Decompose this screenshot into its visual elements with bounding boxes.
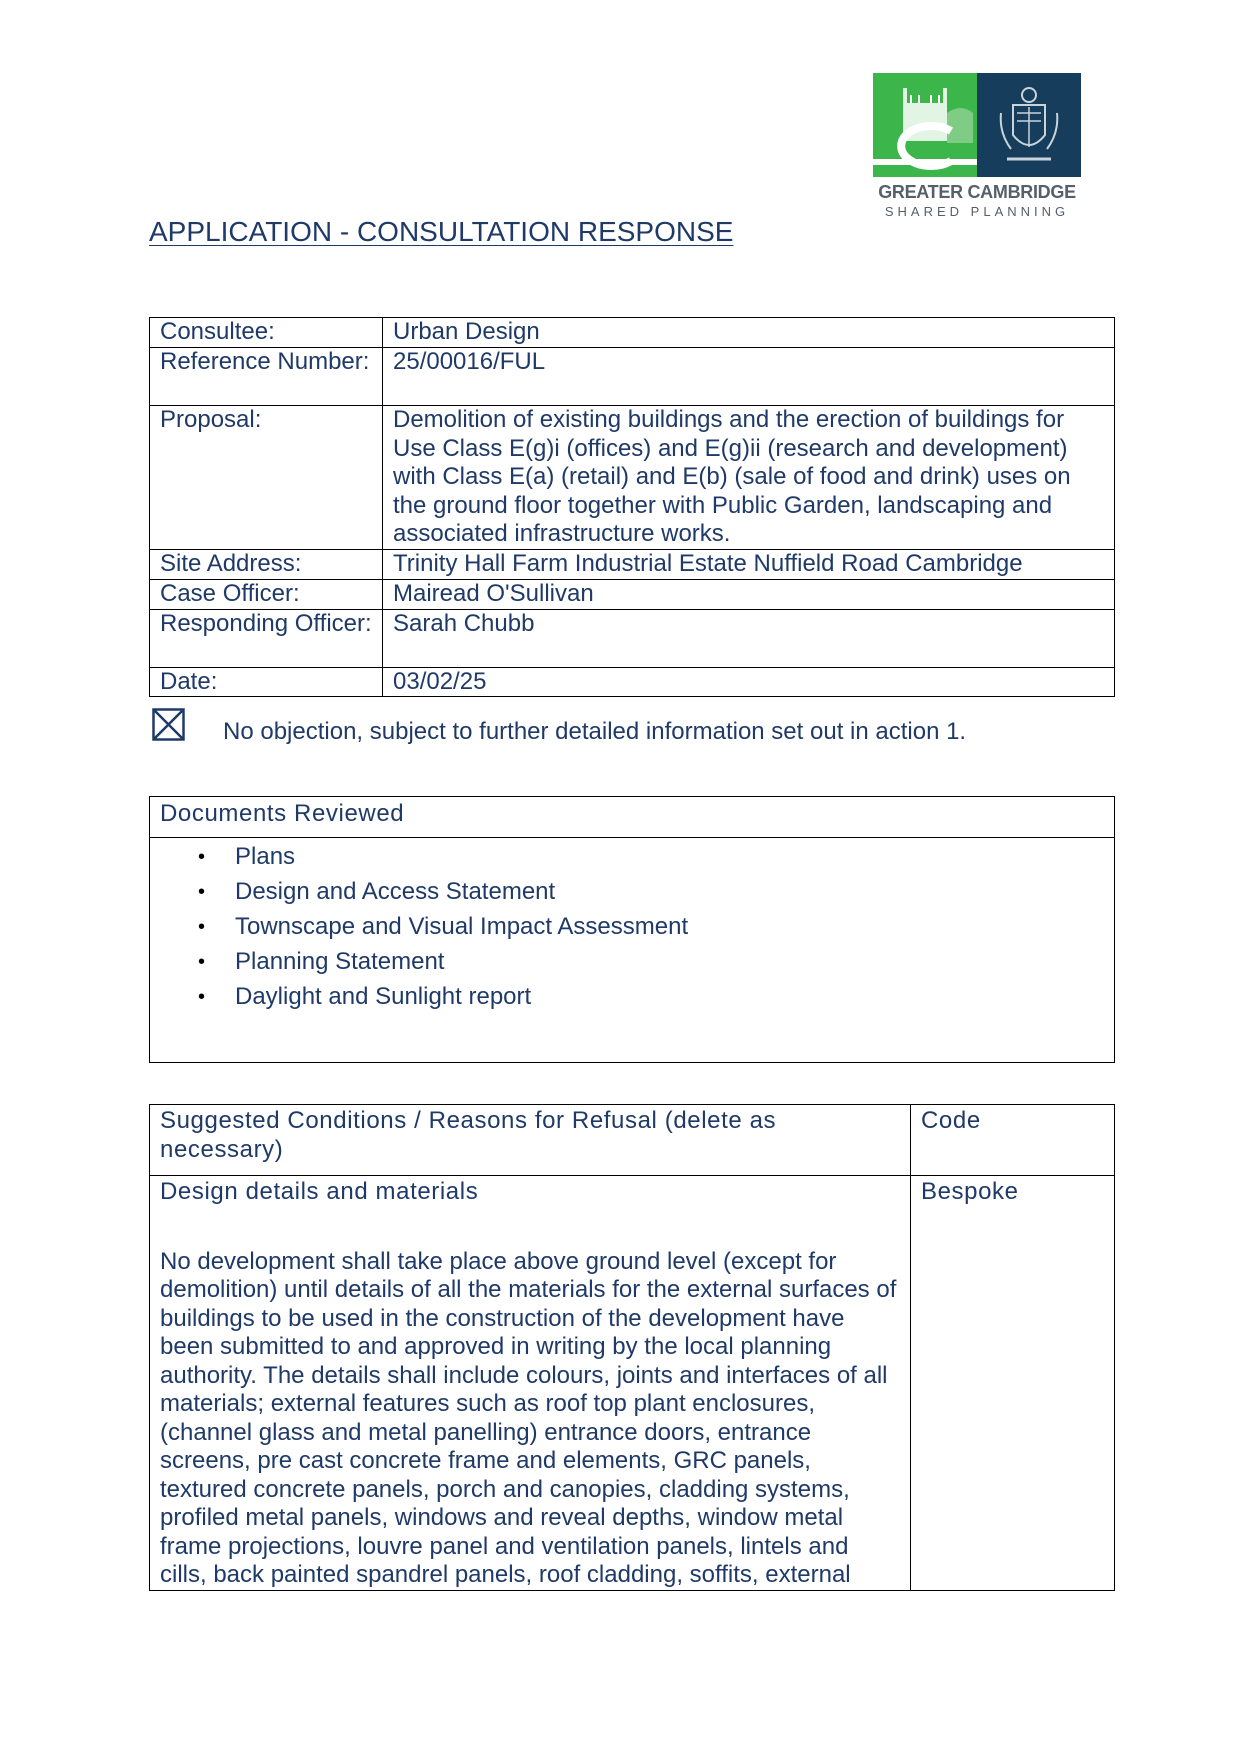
coat-of-arms-icon — [977, 73, 1081, 177]
reference-label: Reference Number: — [150, 348, 383, 406]
responding-officer-label: Responding Officer: — [150, 609, 383, 667]
consultee-label: Consultee: — [150, 318, 383, 348]
documents-list — [160, 840, 1104, 1015]
date-value: 03/02/25 — [383, 667, 1115, 697]
proposal-label: Proposal: — [150, 406, 383, 550]
date-label: Date: — [150, 667, 383, 697]
responding-officer-value: Sarah Chubb — [383, 609, 1115, 667]
checked-box-icon[interactable] — [152, 708, 185, 741]
conditions-header — [150, 1105, 911, 1176]
documents-heading: Documents Reviewed — [150, 797, 1115, 838]
condition-title: Design details and materials — [160, 1178, 479, 1205]
info-row-reference — [150, 348, 1115, 406]
document-item: • Daylight and Sunlight report — [160, 980, 1104, 1015]
info-row-consultee — [150, 318, 1115, 348]
logo-text-main: GREATER CAMBRIDGE — [878, 182, 1076, 202]
document-item: • Design and Access Statement — [160, 875, 1104, 910]
logo-navy-panel — [977, 73, 1081, 177]
condition-text: No development shall take place above ground level (except for demolition) until details of all the materials for the external surfaces of buildings to be used in the construction of the development have been submitted to and approved in writing by the local planning authority. The details shall include colours, joints and interfaces of all materials; external features such as roof top plant enclosures, (channel glass and metal panelling) entrance doors, entrance screens, pre cast concrete frame and elements, GRC panels, textured concrete panels, porch and canopies, cladding systems, profiled metal panels, windows and reveal depths, window metal frame projections, louvre panel and ventilation panels, lintels and cills, back painted spandrel panels, roof cladding, soffits, external — [160, 1247, 897, 1588]
logo-green-panel — [873, 73, 977, 177]
application-info-table — [149, 317, 1115, 697]
info-row-site-address — [150, 549, 1115, 579]
conditions-table — [149, 1104, 1115, 1591]
condition-code: Bespoke — [921, 1178, 1019, 1205]
documents-list-cell — [150, 838, 1115, 1063]
consultee-value: Urban Design — [383, 318, 1115, 348]
kings-college-chapel-icon — [873, 73, 977, 177]
document-item: • Plans — [160, 840, 1104, 875]
objection-text: No objection, subject to further detailed information set out in action 1. — [223, 718, 967, 745]
condition-cell — [150, 1176, 911, 1591]
info-row-proposal — [150, 406, 1115, 550]
info-row-responding-officer — [150, 609, 1115, 667]
documents-reviewed-table — [149, 796, 1115, 1063]
document-item: • Townscape and Visual Impact Assessment — [160, 910, 1104, 945]
site-address-label: Site Address: — [150, 549, 383, 579]
case-officer-value: Mairead O'Sullivan — [383, 579, 1115, 609]
logo-text-sub: SHARED PLANNING — [884, 204, 1070, 219]
conditions-header-text: Suggested Conditions / Reasons for Refusal (delete as necessary) — [160, 1107, 777, 1163]
reference-value: 25/00016/FUL — [383, 348, 1115, 406]
proposal-value: Demolition of existing buildings and the erection of buildings for Use Class E(g)i (offices) and E(g)ii (research and development) with Class E(a) (retail) and E(b) (sale of food and drink) uses on the ground floor together with Public Garden, landscaping and associated infrastructure works. — [383, 406, 1115, 550]
shared-planning-logo — [873, 73, 1081, 221]
site-address-value: Trinity Hall Farm Industrial Estate Nuffield Road Cambridge — [383, 549, 1115, 579]
document-item: • Planning Statement — [160, 945, 1104, 980]
case-officer-label: Case Officer: — [150, 579, 383, 609]
page-title: APPLICATION - CONSULTATION RESPONSE — [149, 216, 734, 247]
code-header-text: Code — [921, 1107, 981, 1134]
code-header — [911, 1105, 1115, 1176]
info-row-date — [150, 667, 1115, 697]
condition-code-cell — [911, 1176, 1115, 1591]
info-row-case-officer — [150, 579, 1115, 609]
